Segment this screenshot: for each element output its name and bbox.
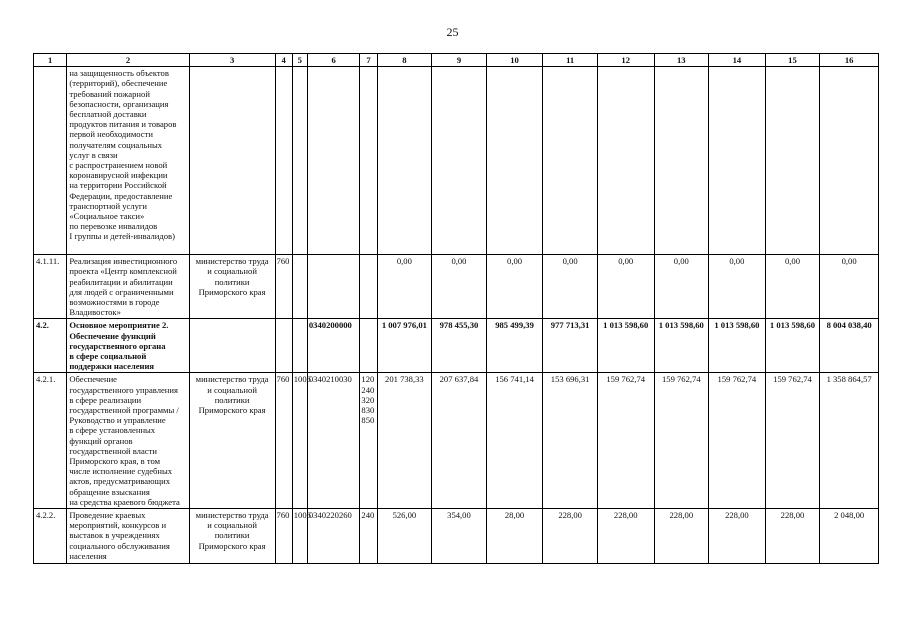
page-number: 25 — [446, 25, 459, 39]
column-header: 8 — [377, 54, 432, 67]
row-number: 4.1.11. — [34, 255, 67, 319]
measure-name: Проведение краевых мероприятий, конкурсов и выставок в учреждениях социального обслуживания населения — [67, 509, 189, 564]
expense-type-code — [360, 319, 377, 373]
total-cell: 1 358 864,57 — [820, 373, 879, 509]
column-header: 13 — [654, 54, 709, 67]
column-header: 11 — [543, 54, 598, 67]
amount-cell: 28,00 — [486, 509, 543, 564]
row-number: 4.2.1. — [34, 373, 67, 509]
amount-cell: 1 007 976,01 — [377, 319, 432, 373]
amount-cell: 156 741,14 — [486, 373, 543, 509]
section-code: 1006 — [292, 373, 307, 509]
amount-cell: 0,00 — [765, 255, 820, 319]
amount-cell — [597, 67, 654, 255]
executor — [189, 67, 275, 255]
amount-cell: 0,00 — [709, 255, 766, 319]
section-code — [292, 319, 307, 373]
column-header: 16 — [820, 54, 879, 67]
amount-cell — [709, 67, 766, 255]
amount-cell — [654, 67, 709, 255]
amount-cell: 228,00 — [765, 509, 820, 564]
executor — [189, 319, 275, 373]
amount-cell — [765, 67, 820, 255]
table-row — [34, 67, 879, 255]
grbs-code — [275, 319, 292, 373]
executor: министерство труда и социальной политики Приморского края — [189, 255, 275, 319]
amount-cell: 1 013 598,60 — [654, 319, 709, 373]
grbs-code: 760 — [275, 255, 292, 319]
amount-cell: 201 738,33 — [377, 373, 432, 509]
row-number — [34, 67, 67, 255]
target-article-code: 0340220260 — [307, 509, 360, 564]
grbs-code — [275, 67, 292, 255]
amount-cell: 354,00 — [432, 509, 487, 564]
amount-cell: 159 762,74 — [765, 373, 820, 509]
amount-cell: 228,00 — [709, 509, 766, 564]
measure-name: Обеспечение государственного управления в сфере реализации государственной программы / Руководство и управление в сфере установленных функций органов государственной власти Приморского края, в том числе исполнение судебных актов, предусматривающих обращение взыскания на средства краевого бюджета — [67, 373, 189, 509]
table-row — [34, 319, 879, 373]
expense-type-code: 120 240 320 830 850 — [360, 373, 377, 509]
amount-cell: 0,00 — [654, 255, 709, 319]
amount-cell: 1 013 598,60 — [597, 319, 654, 373]
row-number: 4.2.2. — [34, 509, 67, 564]
total-cell: 8 004 038,40 — [820, 319, 879, 373]
row-number: 4.2. — [34, 319, 67, 373]
amount-cell: 153 696,31 — [543, 373, 598, 509]
amount-cell: 228,00 — [654, 509, 709, 564]
amount-cell: 159 762,74 — [709, 373, 766, 509]
target-article-code — [307, 255, 360, 319]
amount-cell: 228,00 — [543, 509, 598, 564]
amount-cell — [543, 67, 598, 255]
section-code — [292, 67, 307, 255]
column-header: 14 — [709, 54, 766, 67]
amount-cell: 0,00 — [543, 255, 598, 319]
table-row — [34, 255, 879, 319]
column-header: 1 — [34, 54, 67, 67]
expense-type-code — [360, 67, 377, 255]
column-header: 7 — [360, 54, 377, 67]
expense-type-code: 240 — [360, 509, 377, 564]
column-header: 15 — [765, 54, 820, 67]
executor: министерство труда и социальной политики Приморского края — [189, 509, 275, 564]
target-article-code: 0340200000 — [307, 319, 360, 373]
header-row — [34, 54, 879, 67]
measure-name: Основное мероприятие 2. Обеспечение функций государственного органа в сфере социальной поддержки населения — [67, 319, 189, 373]
budget-table — [33, 53, 879, 564]
table-row — [34, 373, 879, 509]
amount-cell — [486, 67, 543, 255]
amount-cell: 985 499,39 — [486, 319, 543, 373]
amount-cell: 159 762,74 — [597, 373, 654, 509]
column-header: 9 — [432, 54, 487, 67]
amount-cell: 207 637,84 — [432, 373, 487, 509]
amount-cell: 1 013 598,60 — [709, 319, 766, 373]
grbs-code: 760 — [275, 509, 292, 564]
amount-cell: 978 455,30 — [432, 319, 487, 373]
amount-cell: 0,00 — [486, 255, 543, 319]
amount-cell: 526,00 — [377, 509, 432, 564]
column-header: 6 — [307, 54, 360, 67]
amount-cell: 228,00 — [597, 509, 654, 564]
total-cell: 0,00 — [820, 255, 879, 319]
grbs-code: 760 — [275, 373, 292, 509]
column-header: 12 — [597, 54, 654, 67]
amount-cell — [432, 67, 487, 255]
measure-name: на защищенность объектов (территорий), обеспечение требований пожарной безопасности, организация бесплатной доставки продуктов питания и товаров первой необходимости получателям социальных услуг в связи с распространением новой коронавирусной инфекции на территории Российской Федерации, предоставление транспортной услуги «Социальное такси» по перевозке инвалидов I группы и детей-инвалидов) — [67, 67, 189, 255]
total-cell — [820, 67, 879, 255]
amount-cell: 1 013 598,60 — [765, 319, 820, 373]
expense-type-code — [360, 255, 377, 319]
amount-cell — [377, 67, 432, 255]
column-header: 4 — [275, 54, 292, 67]
section-code: 1006 — [292, 509, 307, 564]
column-header: 5 — [292, 54, 307, 67]
amount-cell: 0,00 — [597, 255, 654, 319]
target-article-code — [307, 67, 360, 255]
amount-cell: 0,00 — [377, 255, 432, 319]
measure-name: Реализация инвестиционного проекта «Центр комплексной реабилитации и абилитации для людей с ограниченными возможностями в городе Владивосток» — [67, 255, 189, 319]
column-header: 3 — [189, 54, 275, 67]
total-cell: 2 048,00 — [820, 509, 879, 564]
column-header: 10 — [486, 54, 543, 67]
amount-cell: 977 713,31 — [543, 319, 598, 373]
amount-cell: 159 762,74 — [654, 373, 709, 509]
column-header: 2 — [67, 54, 189, 67]
section-code — [292, 255, 307, 319]
executor: министерство труда и социальной политики Приморского края — [189, 373, 275, 509]
target-article-code: 0340210030 — [307, 373, 360, 509]
table-row — [34, 509, 879, 564]
amount-cell: 0,00 — [432, 255, 487, 319]
